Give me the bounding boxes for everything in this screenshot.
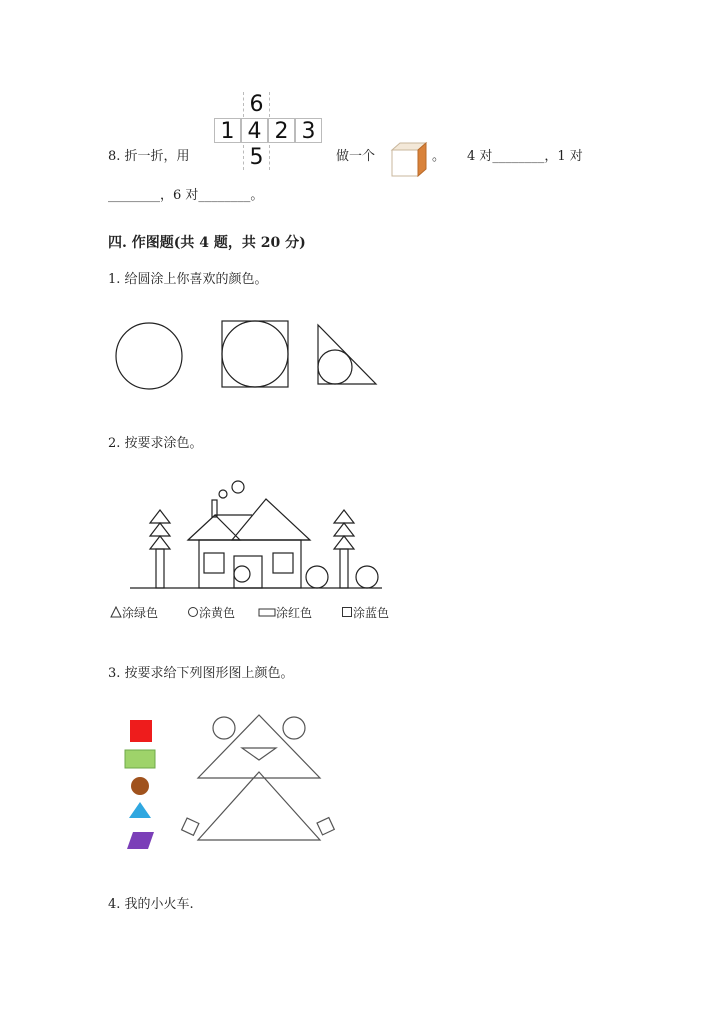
q8-part1: 4 对________，1 对 [467,149,583,164]
triangle-icon [110,606,122,618]
legend-item-triangle [110,603,158,621]
q8-part2: ________，6 对________。 [108,188,264,203]
net-cell-4: 3 [295,118,322,143]
q8-middle: 做一个 [336,149,376,164]
square-icon [341,606,353,618]
q1-text: 1. 给圆涂上你喜欢的颜色。 [108,272,268,287]
green-rectangle-swatch [125,750,155,768]
inscribed-circle [222,321,288,387]
plain-circle [116,323,182,389]
q3-text: 3. 按要求给下列图形图上颜色。 [108,666,294,681]
net-cell-2: 4 [241,118,268,143]
legend-label-blue: 涂蓝色 [353,605,390,620]
q1-shapes [108,315,388,395]
legend-item-square [341,603,389,621]
q2-text: 2. 按要求涂色。 [108,436,203,451]
net-cell-3: 2 [268,118,295,143]
legend-item-circle [187,603,235,621]
red-square-swatch [130,720,152,742]
house-scene [130,475,390,595]
legend-label-yellow: 涂黄色 [199,605,236,620]
circle-icon [187,606,199,618]
q3-figure [115,712,345,857]
q8-prefix: 8. 折一折，用 [108,149,190,164]
legend-label-red: 涂红色 [276,605,313,620]
q8-period: 。 [432,149,446,164]
triangle-incircle [318,350,352,384]
brown-circle-swatch [131,777,149,795]
q4-text: 4. 我的小火车. [108,897,194,912]
net-cell-1: 1 [214,118,241,143]
rectangle-icon [258,606,276,618]
net-bottom-cell: 5 [243,145,270,170]
net-top-cell: 6 [243,92,270,117]
section-heading: 四. 作图题(共 4 题，共 20 分) [108,235,306,251]
legend-item-rectangle [258,603,312,621]
blue-triangle-swatch [129,802,151,818]
legend-label-green: 涂绿色 [122,605,159,620]
purple-parallelogram-swatch [127,832,154,849]
cube-icon [390,140,430,178]
